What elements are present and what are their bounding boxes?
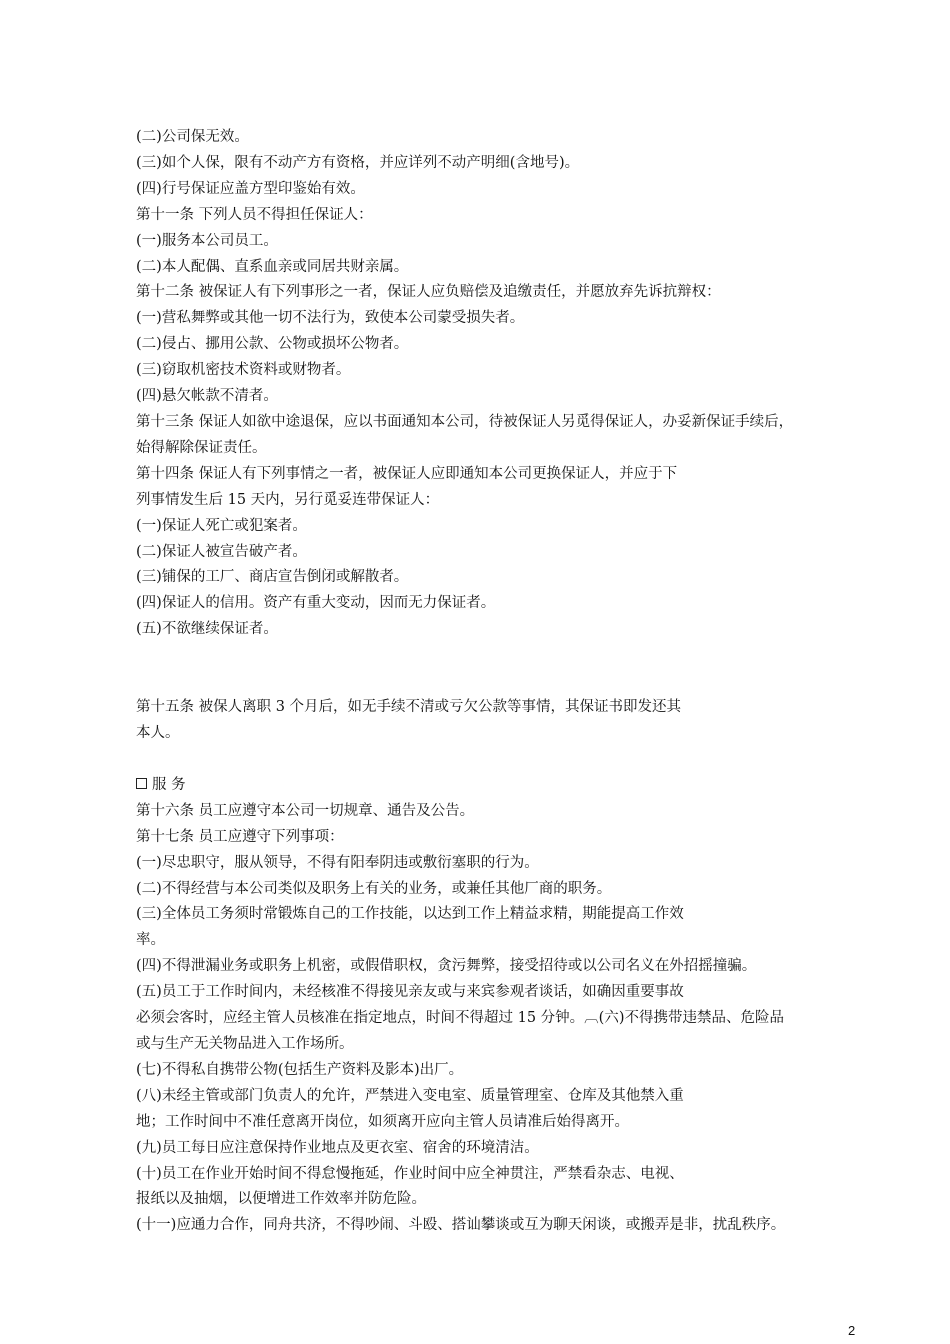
- text-line: (十一)应通力合作，同舟共济，不得吵闹、斗殴、搭讪攀谈或互为聊天闲谈，或搬弄是非，扰乱秩序。: [136, 1217, 786, 1234]
- text-line: 报纸以及抽烟，以便增进工作效率并防危险。: [136, 1191, 426, 1208]
- text-line: (一)尽忠职守，服从领导，不得有阳奉阴违或敷衍塞职的行为。: [136, 854, 539, 871]
- guarantee-return-section: [136, 695, 876, 747]
- text-line: 必须会客时，应经主管人员核准在指定地点，时间不得超过 15 分钟。︹(六)不得携带违禁品、危险品: [136, 1010, 784, 1027]
- text-line: (十)员工在作业开始时间不得怠慢拖延，作业时间中应全神贯注，严禁看杂志、电视、: [136, 1165, 684, 1182]
- text-line: (五)不欲继续保证者。: [136, 621, 278, 638]
- text-line: (二)不得经营与本公司类似及职务上有关的业务，或兼任其他厂商的职务。: [136, 880, 612, 897]
- text-line: (七)不得私自携带公物(包括生产资料及影本)出厂。: [136, 1061, 464, 1078]
- text-line: (九)员工每日应注意保持作业地点及更衣室、宿舍的环境清洁。: [136, 1139, 539, 1156]
- guarantor-rules-section: [136, 125, 876, 643]
- checkbox-square-icon: [136, 778, 147, 789]
- text-line: 或与生产无关物品进入工作场所。: [136, 1036, 354, 1052]
- text-line: (二)侵占、挪用公款、公物或损坏公物者。: [136, 336, 409, 353]
- text-line: (四)悬欠帐款不清者。: [136, 388, 278, 405]
- text-line: 本人。: [136, 725, 180, 742]
- service-rules-section: [136, 799, 876, 1239]
- text-line: 列事情发生后 15 天内，另行觅妥连带保证人：: [136, 491, 440, 508]
- text-line: (四)保证人的信用。资产有重大变动，因而无力保证者。: [136, 595, 496, 612]
- text-line: (四)不得泄漏业务或职务上机密，或假借职权，贪污舞弊，接受招待或以公司名义在外招摇撞骗。: [136, 958, 757, 975]
- text-line: (三)窃取机密技术资料或财物者。: [136, 362, 351, 379]
- text-line: (一)营私舞弊或其他一切不法行为，致使本公司蒙受损失者。: [136, 310, 525, 327]
- text-line: (三)铺保的工厂、商店宣告倒闭或解散者。: [136, 569, 409, 586]
- text-line: (二)本人配偶、直系血亲或同居共财亲属。: [136, 258, 409, 275]
- text-line: 第十六条 员工应遵守本公司一切规章、通告及公告。: [136, 802, 475, 819]
- text-line: 第十七条 员工应遵守下列事项：: [136, 828, 344, 845]
- text-line: (四)行号保证应盖方型印鉴始有效。: [136, 180, 365, 197]
- paragraph-gap: [136, 747, 876, 773]
- text-line: 第十一条 下列人员不得担任保证人：: [136, 206, 373, 223]
- document-body: [136, 125, 876, 1239]
- text-line: (一)服务本公司员工。: [136, 232, 278, 249]
- text-line: 第十五条 被保人离职 3 个月后，如无手续不清或亏欠公款等事情，其保证书即发还其: [136, 699, 682, 716]
- text-line: (一)保证人死亡或犯案者。: [136, 517, 307, 534]
- text-line: (三)如个人保，限有不动产方有资格，并应详列不动产明细(含地号)。: [136, 154, 580, 171]
- text-line: 地；工作时间中不准任意离开岗位，如须离开应向主管人员请准后始得离开。: [136, 1113, 629, 1130]
- text-line: (五)员工于工作时间内，未经核准不得接见亲友或与来宾参观者谈话，如确因重要事故: [136, 984, 684, 1001]
- text-line: 始得解除保证责任。: [136, 439, 267, 456]
- text-line: 第十二条 被保证人有下列事形之一者，保证人应负赔偿及追缴责任，并愿放弃先诉抗辩权：: [136, 284, 721, 301]
- text-line: (二)公司保无效。: [136, 129, 249, 145]
- page-number: 2: [848, 1323, 856, 1338]
- text-line: 第十三条 保证人如欲中途退保，应以书面通知本公司，待被保证人另觅得保证人，办妥新保证手续后，: [136, 413, 794, 430]
- text-line: (二)保证人被宣告破产者。: [136, 543, 307, 560]
- text-line: 率。: [136, 932, 165, 949]
- text-line: 第十四条 保证人有下列事情之一者，被保证人应即通知本公司更换保证人，并应于下: [136, 465, 678, 482]
- text-line: (三)全体员工务须时常锻炼自己的工作技能，以达到工作上精益求精，期能提高工作效: [136, 906, 684, 923]
- service-heading: [136, 773, 876, 799]
- text-line: (八)未经主管或部门负责人的允许，严禁进入变电室、质量管理室、仓库及其他禁入重: [136, 1087, 684, 1104]
- paragraph-gap: [136, 643, 876, 695]
- service-heading-text: 服 务: [152, 776, 186, 793]
